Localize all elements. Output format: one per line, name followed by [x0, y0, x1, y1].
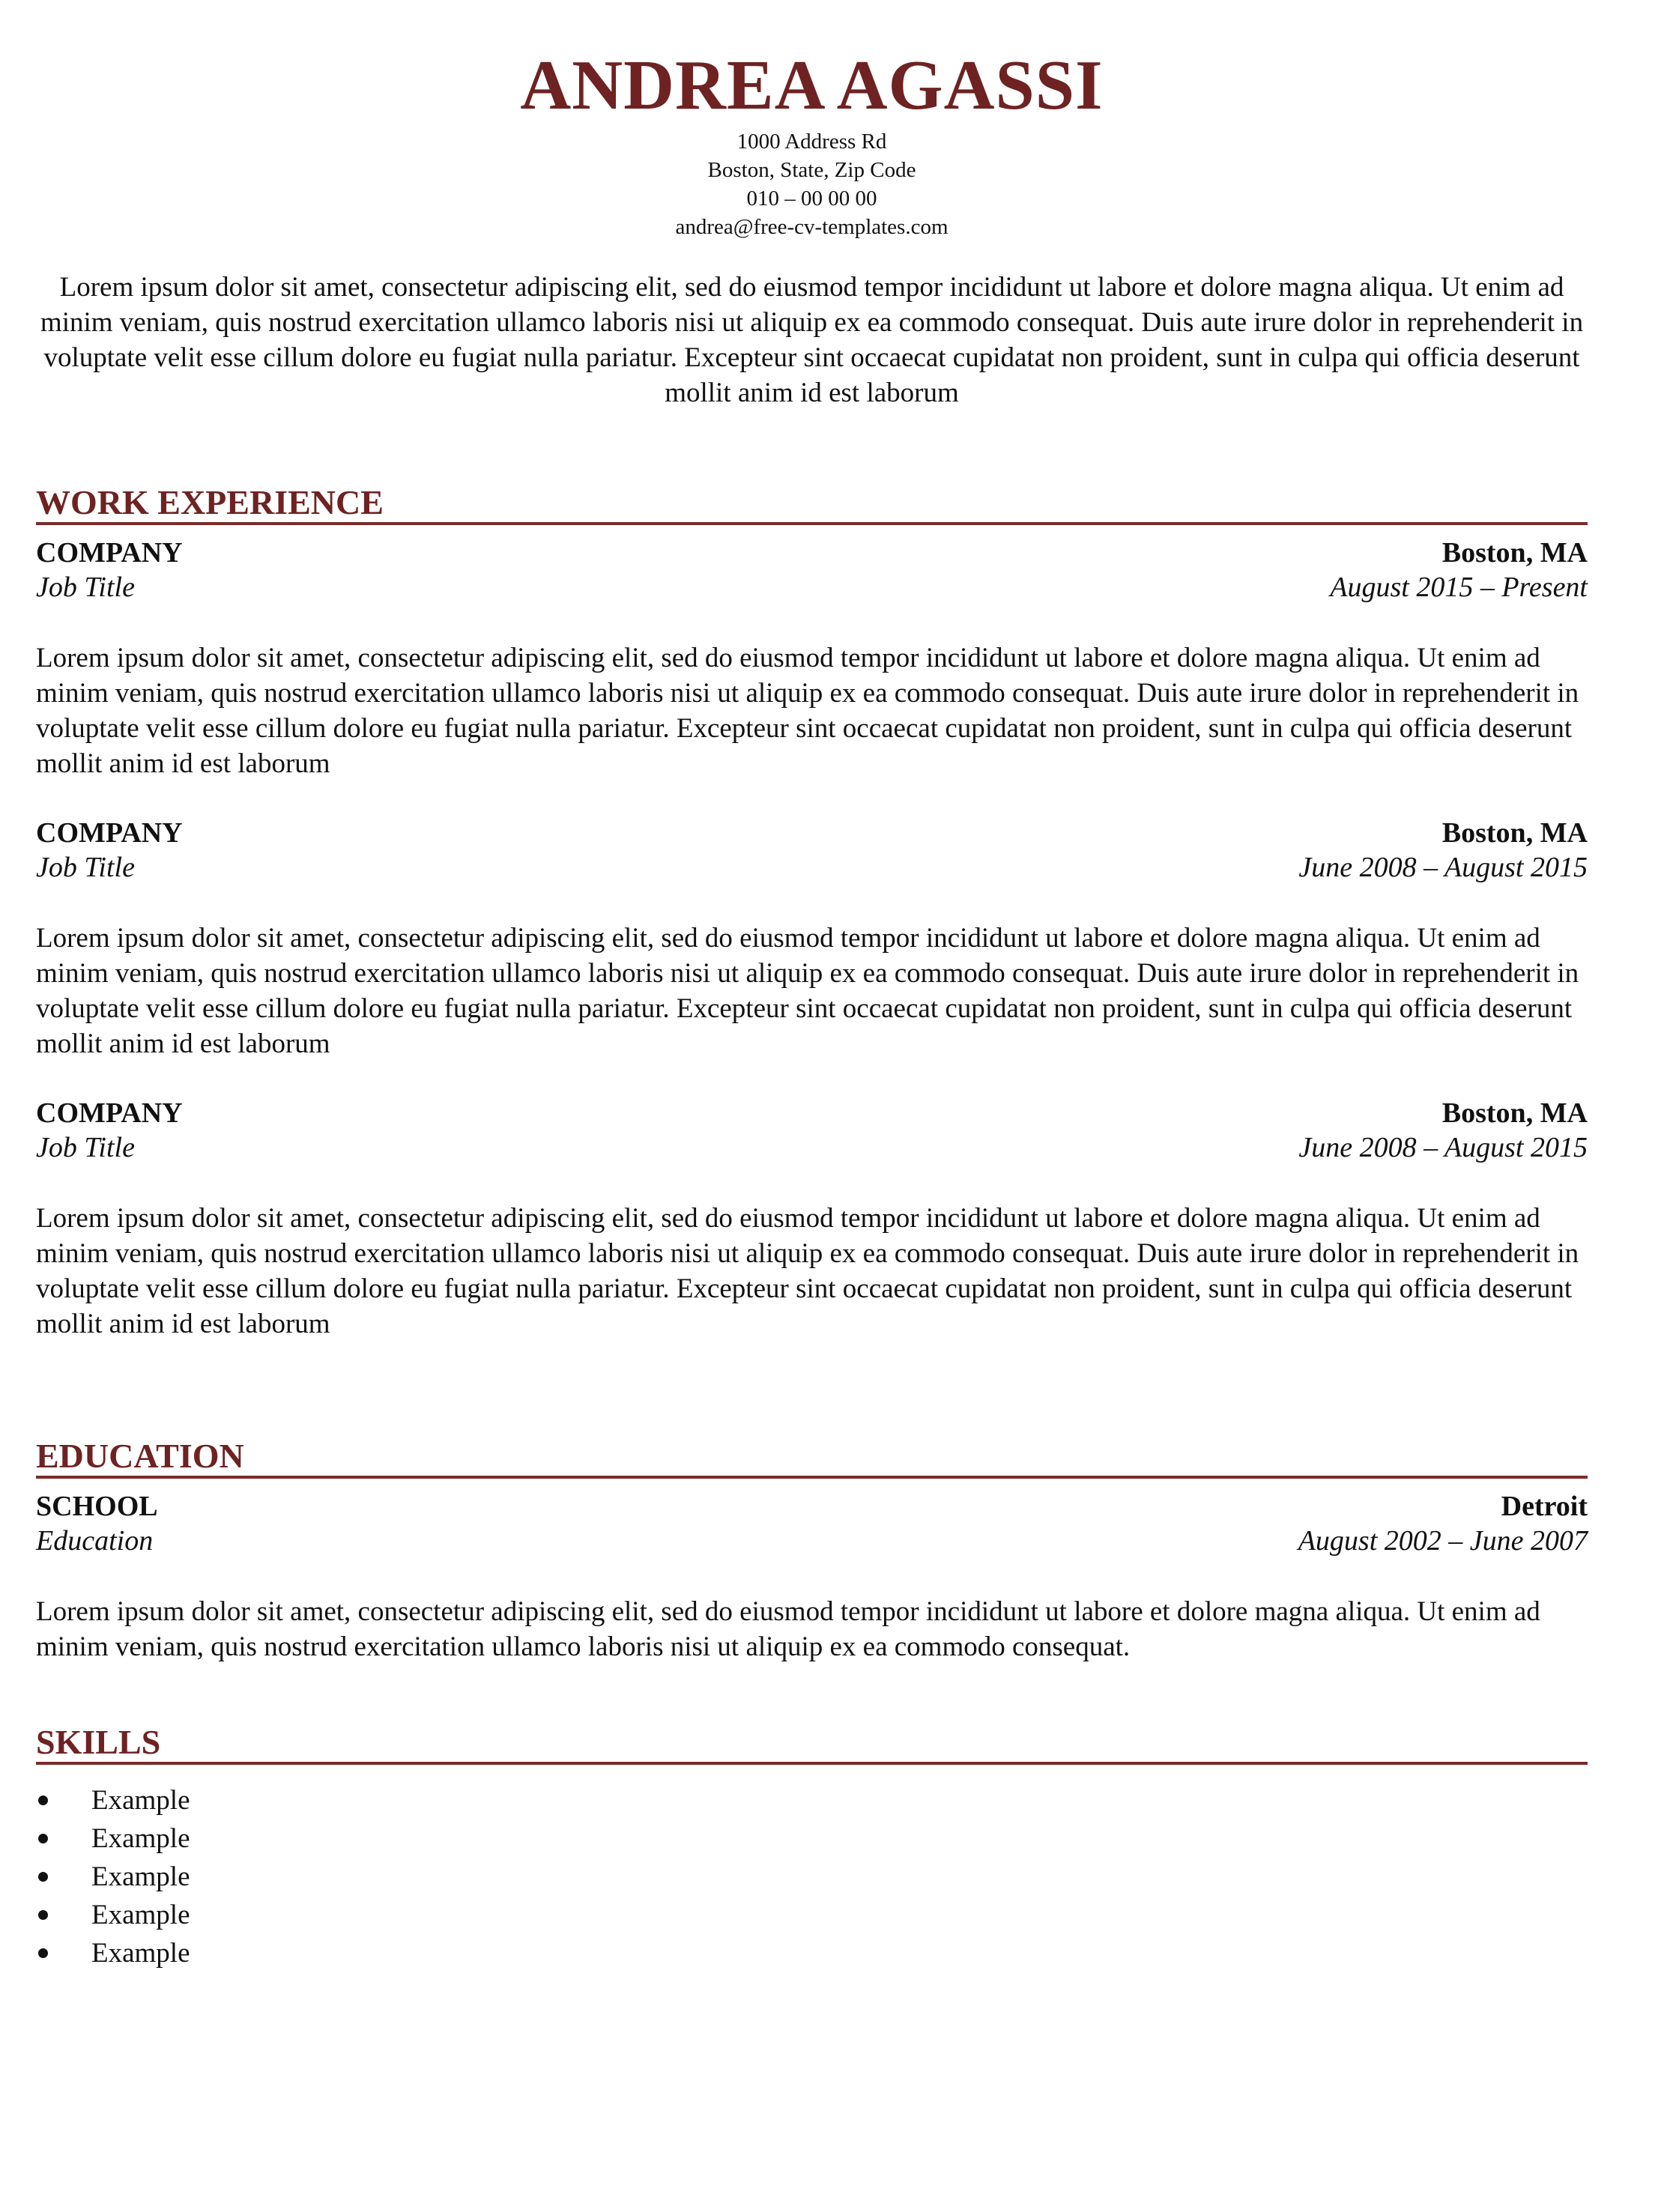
education-entry: [36, 1489, 1588, 1664]
job-title: Job Title: [36, 572, 135, 603]
degree: Education: [36, 1525, 154, 1557]
job-description: Lorem ipsum dolor sit amet, consectetur adipiscing elit, sed do eiusmod tempor incididunt ut labore et dolore magna aliqua. Ut enim ad minim veniam, quis nostrud exercitation ullamco laboris nisi ut aliquip ex ea commodo consequat. Duis aute irure dolor in reprehenderit in voluptate velit esse cillum dolore eu fugiat nulla pariatur. Excepteur sint occaecat cupidatat non proident, sunt in culpa qui officia deserunt mollit anim id est laborum: [36, 643, 1579, 779]
job-dates: August 2015 – Present: [1330, 572, 1588, 603]
skill-item: [36, 1896, 1588, 1934]
company-name: COMPANY: [36, 1097, 183, 1129]
address-line-2: Boston, State, Zip Code: [707, 158, 916, 182]
email-address: andrea@free-cv-templates.com: [675, 215, 949, 239]
work-entry-subheader: [36, 850, 1588, 885]
job-description: Lorem ipsum dolor sit amet, consectetur adipiscing elit, sed do eiusmod tempor incididunt ut labore et dolore magna aliqua. Ut enim ad minim veniam, quis nostrud exercitation ullamco laboris nisi ut aliquip ex ea commodo consequat. Duis aute irure dolor in reprehenderit in voluptate velit esse cillum dolore eu fugiat nulla pariatur. Excepteur sint occaecat cupidatat non proident, sunt in culpa qui officia deserunt mollit anim id est laborum: [36, 923, 1579, 1059]
work-entry-header: [36, 1096, 1588, 1130]
job-dates: June 2008 – August 2015: [1298, 852, 1588, 883]
work-entry: [36, 536, 1588, 781]
skill-label: Example: [91, 1900, 190, 1930]
skills-heading: SKILLS: [36, 1723, 1588, 1765]
work-entry-subheader: [36, 570, 1588, 604]
company-name: COMPANY: [36, 817, 183, 849]
bullet-icon: [38, 1910, 48, 1920]
education-entry-subheader: [36, 1524, 1588, 1558]
company-location: Boston, MA: [1441, 817, 1588, 849]
skill-label: Example: [91, 1938, 190, 1969]
skills-list: [36, 1781, 1588, 1972]
bullet-icon: [38, 1834, 48, 1843]
skill-label: Example: [91, 1861, 190, 1892]
company-name: COMPANY: [36, 537, 183, 569]
bullet-icon: [38, 1796, 48, 1805]
work-entry: [36, 1096, 1588, 1342]
resume-header: [36, 45, 1588, 241]
phone-number: 010 – 00 00 00: [746, 187, 877, 210]
education-entry-header: [36, 1489, 1588, 1524]
work-entry-subheader: [36, 1130, 1588, 1165]
work-entry-header: [36, 536, 1588, 570]
contact-info: [36, 127, 1588, 241]
education-heading: EDUCATION: [36, 1437, 1588, 1479]
job-title: Job Title: [36, 852, 135, 883]
skill-label: Example: [91, 1823, 190, 1854]
skill-item: [36, 1858, 1588, 1896]
skill-item: [36, 1781, 1588, 1819]
bullet-icon: [38, 1872, 48, 1882]
education-dates: August 2002 – June 2007: [1298, 1525, 1588, 1557]
profile-summary: Lorem ipsum dolor sit amet, consectetur adipiscing elit, sed do eiusmod tempor incididunt ut labore et dolore magna aliqua. Ut enim ad minim veniam, quis nostrud exercitation ullamco laboris nisi ut aliquip ex ea commodo consequat. Duis aute irure dolor in reprehenderit in voluptate velit esse cillum dolore eu fugiat nulla pariatur. Excepteur sint occaecat cupidatat non proident, sunt in culpa qui officia deserunt mollit anim id est laborum: [40, 272, 1584, 408]
skill-label: Example: [91, 1785, 190, 1816]
job-description: Lorem ipsum dolor sit amet, consectetur adipiscing elit, sed do eiusmod tempor incididunt ut labore et dolore magna aliqua. Ut enim ad minim veniam, quis nostrud exercitation ullamco laboris nisi ut aliquip ex ea commodo consequat. Duis aute irure dolor in reprehenderit in voluptate velit esse cillum dolore eu fugiat nulla pariatur. Excepteur sint occaecat cupidatat non proident, sunt in culpa qui officia deserunt mollit anim id est laborum: [36, 1203, 1579, 1339]
work-entry: [36, 816, 1588, 1061]
work-experience-heading: WORK EXPERIENCE: [36, 483, 1588, 525]
address-line-1: 1000 Address Rd: [736, 130, 887, 154]
bullet-icon: [38, 1948, 48, 1958]
company-location: Boston, MA: [1441, 1097, 1588, 1129]
work-entry-header: [36, 816, 1588, 850]
skill-item: [36, 1934, 1588, 1972]
job-dates: June 2008 – August 2015: [1298, 1132, 1588, 1163]
job-title: Job Title: [36, 1132, 135, 1163]
skill-item: [36, 1819, 1588, 1858]
education-description: Lorem ipsum dolor sit amet, consectetur adipiscing elit, sed do eiusmod tempor incididunt ut labore et dolore magna aliqua. Ut enim ad minim veniam, quis nostrud exercitation ullamco laboris nisi ut aliquip ex ea commodo consequat.: [36, 1596, 1540, 1662]
school-name: SCHOOL: [36, 1491, 158, 1522]
candidate-name: ANDREA AGASSI: [520, 46, 1104, 124]
company-location: Boston, MA: [1441, 537, 1588, 569]
school-location: Detroit: [1501, 1491, 1588, 1522]
